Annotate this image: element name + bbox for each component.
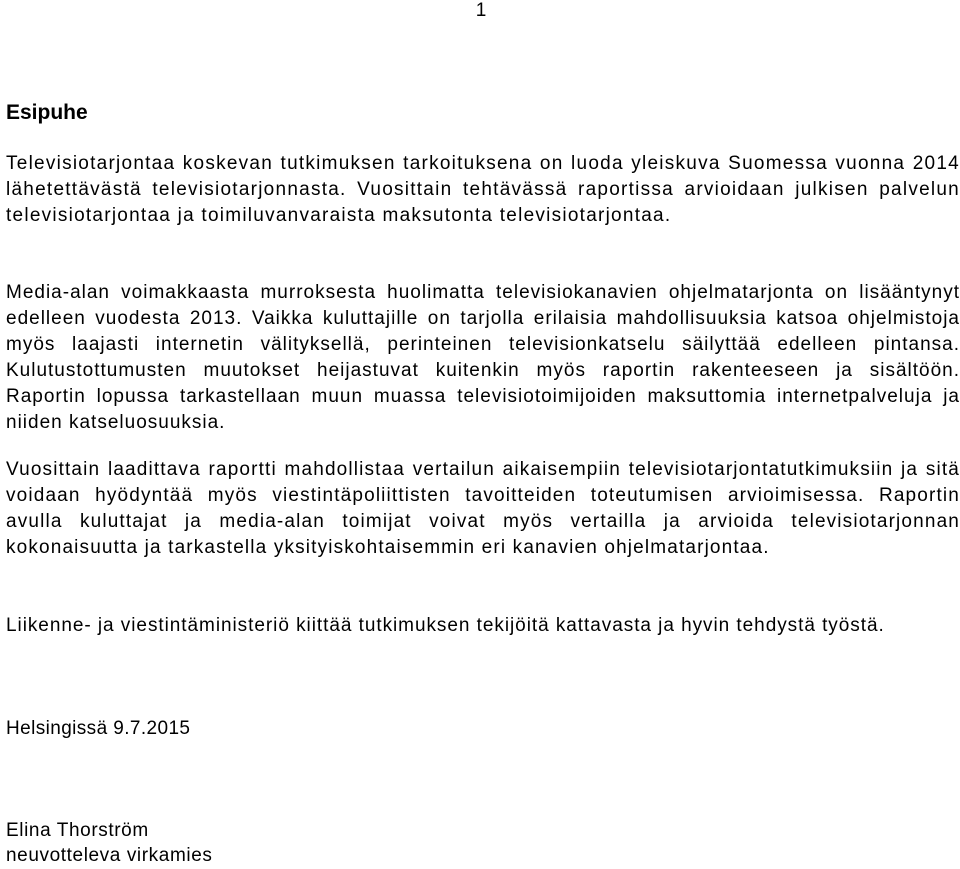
place-and-date: Helsingissä 9.7.2015 — [6, 718, 191, 739]
paragraph-intro: Televisiotarjontaa koskevan tutkimuksen tarkoituksena on luoda yleiskuva Suomessa vuonna 2014 lähetettävästä televisiotarjonnasta. Vuosittain tehtävässä raportissa arvioidaan julkisen palvelun televisiotarjontaa ja toimiluvanvaraista maksutonta televisiotarjontaa. — [6, 153, 960, 226]
signer-name: Elina Thorström — [6, 820, 149, 841]
signer-title: neuvotteleva virkamies — [6, 845, 213, 866]
paragraph-comparison: Vuosittain laadittava raportti mahdollistaa vertailun aikaisempiin televisiotarjontatutkimuksiin ja sitä voidaan hyödyntää myös viestintäpoliittisten tavoitteiden toteutumisen arvioimisessa. Raportin avulla kuluttajat ja media-alan toimijat voivat myös vertailla ja arvioida televisiotarjonnan kokonaisuutta ja tarkastella yksityiskohtaisemmin eri kanavien ohjelmatarjontaa. — [6, 459, 960, 558]
paragraph-thanks: Liikenne- ja viestintäministeriö kiittää tutkimuksen tekijöitä kattavasta ja hyvin tehdystä työstä. — [6, 615, 885, 636]
paragraph-media-change: Media-alan voimakkaasta murroksesta huolimatta televisiokanavien ohjelmatarjonta on lisääntynyt edelleen vuodesta 2013. Vaikka kuluttajille on tarjolla erilaisia mahdollisuuksia katsoa ohjelmistoja myös laajasti internetin välityksellä, perinteinen televisionkatselu säilyttää edelleen pintansa. Kulutustottumusten muutokset heijastuvat kuitenkin myös raportin rakenteeseen ja sisältöön. Raportin lopussa tarkastellaan muun muassa televisiotoimijoiden maksuttomia internetpalveluja ja niiden katseluosuuksia. — [6, 282, 960, 433]
page-number: 1 — [475, 0, 487, 21]
page-heading: Esipuhe — [6, 101, 88, 124]
